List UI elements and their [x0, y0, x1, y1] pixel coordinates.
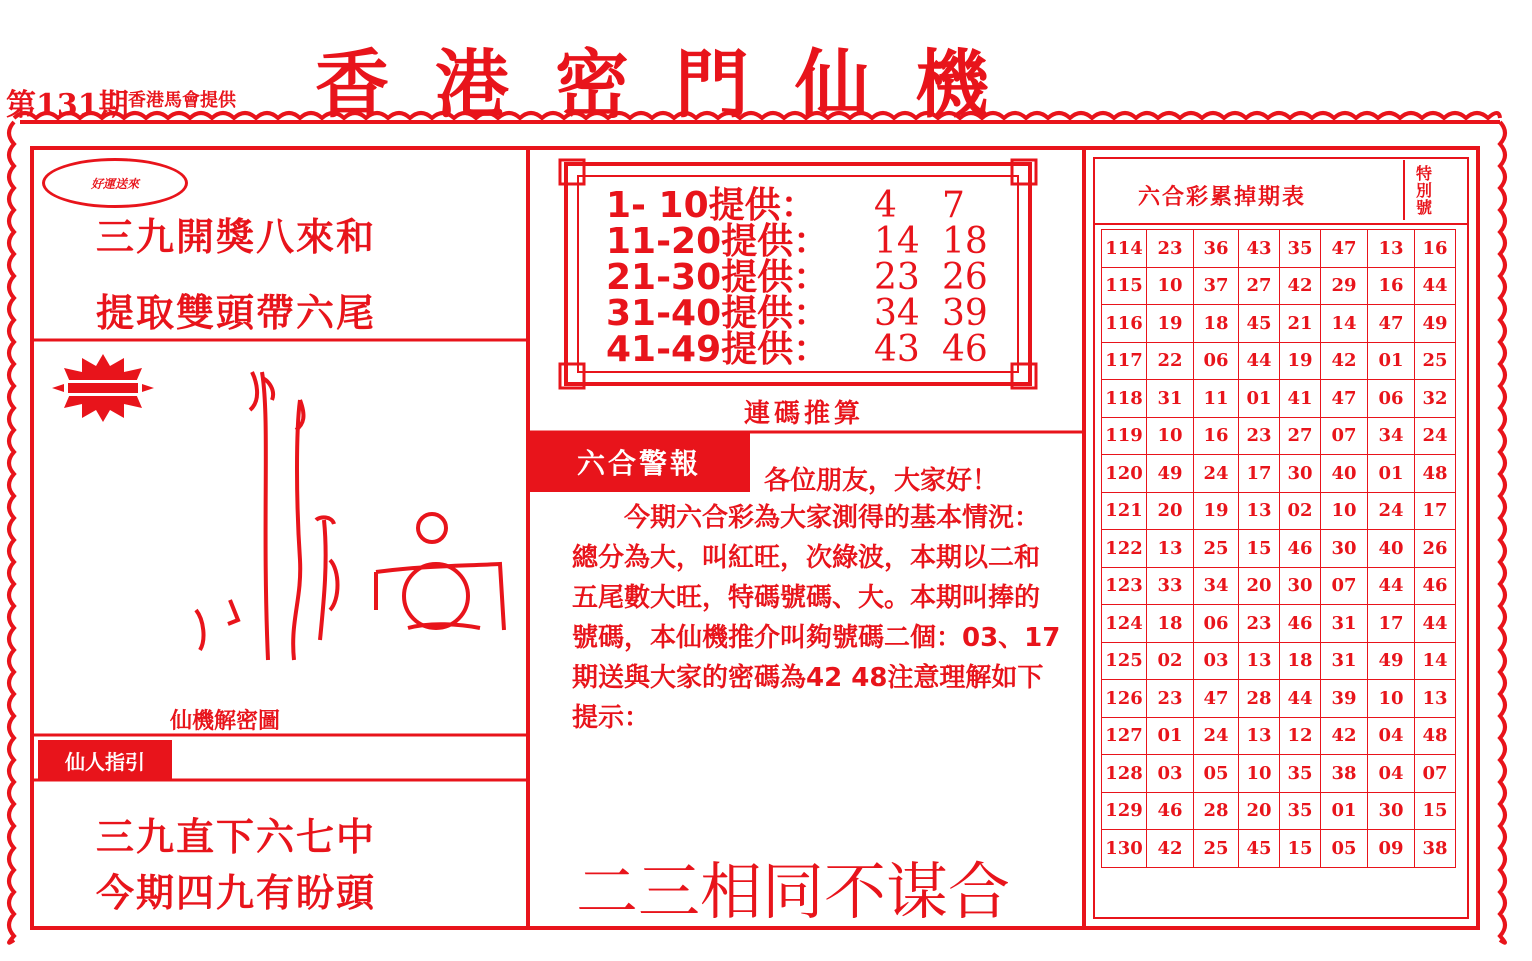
number-cell: 04: [1368, 717, 1415, 755]
period-cell: 124: [1102, 605, 1147, 643]
special-number-cell: 32: [1415, 380, 1456, 418]
number-cell: 10: [1147, 267, 1194, 305]
range-number: 39: [942, 293, 988, 334]
number-cell: 46: [1147, 792, 1194, 830]
message-text: 今期六合彩為大家測得的基本情況：總分為大，叫紅旺，次綠波，本期以二和五尾數大旺，特碼號碼、大。本期叫捧的號碼，本仙機推介叫夠號碼二個：03、17期送與大家的密碼為42 48注意理解如下提示：: [572, 503, 1061, 733]
poem-top-line-2: 提取雙頭帶六尾: [96, 291, 377, 335]
number-cell: 35: [1280, 755, 1321, 793]
number-cell: 28: [1239, 680, 1280, 718]
number-cell: 07: [1321, 567, 1368, 605]
range-label: 21-30提供：: [606, 257, 830, 298]
number-cell: 37: [1194, 267, 1239, 305]
number-cell: 18: [1147, 605, 1194, 643]
table-row: [1102, 267, 1456, 305]
starburst-badge-icon: [48, 352, 158, 424]
page-title: 香港密門仙機: [315, 42, 1035, 128]
period-cell: 117: [1102, 342, 1147, 380]
range-row: [606, 293, 1010, 334]
number-cell: 20: [1239, 567, 1280, 605]
number-cell: 04: [1368, 755, 1415, 793]
number-cell: 45: [1239, 830, 1280, 868]
number-cell: 31: [1321, 642, 1368, 680]
number-cell: 15: [1280, 830, 1321, 868]
number-cell: 23: [1239, 605, 1280, 643]
number-cell: 30: [1280, 455, 1321, 493]
number-cell: 10: [1147, 417, 1194, 455]
range-number: 34: [874, 293, 920, 334]
number-cell: 41: [1280, 380, 1321, 418]
number-cell: 39: [1321, 680, 1368, 718]
range-number: 4: [874, 185, 897, 226]
poem-bottom-line-2: 今期四九有盼頭: [96, 871, 377, 915]
table-row: [1102, 605, 1456, 643]
number-cell: 07: [1321, 417, 1368, 455]
special-number-cell: 44: [1415, 267, 1456, 305]
period-cell: 125: [1102, 642, 1147, 680]
range-number: 23: [874, 257, 920, 298]
range-label: 41-49提供：: [606, 329, 830, 370]
period-cell: 126: [1102, 680, 1147, 718]
range-number: 18: [942, 221, 988, 262]
number-cell: 19: [1194, 492, 1239, 530]
arch: [376, 564, 504, 630]
number-cell: 01: [1239, 380, 1280, 418]
period-cell: 128: [1102, 755, 1147, 793]
range-label: 11-20提供：: [606, 221, 830, 262]
number-cell: 34: [1368, 417, 1415, 455]
stalk-1: [262, 372, 268, 660]
number-cell: 49: [1368, 642, 1415, 680]
number-cell: 01: [1368, 455, 1415, 493]
number-cell: 35: [1280, 230, 1321, 268]
riddle-caption: 仙機解密圖: [170, 709, 281, 734]
period-cell: 116: [1102, 305, 1147, 343]
number-cell: 47: [1368, 305, 1415, 343]
number-cell: 38: [1321, 755, 1368, 793]
warning-tag-text: 六合警報: [576, 447, 701, 480]
range-number: 26: [942, 257, 988, 298]
number-cell: 31: [1147, 380, 1194, 418]
number-cell: 44: [1239, 342, 1280, 380]
number-cell: 23: [1147, 230, 1194, 268]
number-cell: 18: [1194, 305, 1239, 343]
issue-number: 第131期: [6, 88, 129, 123]
special-number-header: 特別號: [1415, 164, 1432, 217]
range-number: 43: [874, 329, 920, 370]
table-row: [1102, 342, 1456, 380]
number-cell: 22: [1147, 342, 1194, 380]
number-cell: 45: [1239, 305, 1280, 343]
table-row: [1102, 380, 1456, 418]
period-cell: 121: [1102, 492, 1147, 530]
number-cell: 03: [1194, 642, 1239, 680]
number-cell: 29: [1321, 267, 1368, 305]
period-cell: 120: [1102, 455, 1147, 493]
number-cell: 15: [1239, 530, 1280, 568]
table-row: [1102, 717, 1456, 755]
number-cell: 49: [1147, 455, 1194, 493]
period-cell: 118: [1102, 380, 1147, 418]
table-row: [1102, 455, 1456, 493]
number-cell: 17: [1239, 455, 1280, 493]
number-cell: 47: [1194, 680, 1239, 718]
special-number-cell: 15: [1415, 792, 1456, 830]
number-cell: 05: [1194, 755, 1239, 793]
period-cell: 129: [1102, 792, 1147, 830]
number-cell: 27: [1239, 267, 1280, 305]
number-cell: 23: [1239, 417, 1280, 455]
table-row: [1102, 492, 1456, 530]
number-cell: 13: [1239, 717, 1280, 755]
number-cell: 47: [1321, 230, 1368, 268]
number-cell: 24: [1368, 492, 1415, 530]
number-cell: 34: [1194, 567, 1239, 605]
range-number: 46: [942, 329, 988, 370]
number-cell: 28: [1194, 792, 1239, 830]
table-row: [1102, 792, 1456, 830]
range-row: [606, 185, 1010, 226]
number-cell: 06: [1194, 342, 1239, 380]
period-cell: 123: [1102, 567, 1147, 605]
number-cell: 42: [1147, 830, 1194, 868]
number-cell: 12: [1280, 717, 1321, 755]
table-row: [1102, 680, 1456, 718]
number-cell: 27: [1280, 417, 1321, 455]
number-cell: 13: [1368, 230, 1415, 268]
number-cell: 01: [1321, 792, 1368, 830]
number-cell: 09: [1368, 830, 1415, 868]
number-cell: 05: [1321, 830, 1368, 868]
number-cell: 02: [1147, 642, 1194, 680]
number-cell: 02: [1280, 492, 1321, 530]
number-cell: 25: [1194, 530, 1239, 568]
table-row: [1102, 417, 1456, 455]
results-table-title: 六合彩累掉期表: [1138, 185, 1307, 210]
figure-1: [316, 517, 334, 640]
number-cell: 16: [1194, 417, 1239, 455]
period-cell: 114: [1102, 230, 1147, 268]
number-cell: 01: [1368, 342, 1415, 380]
poem-top-line-1: 三九開獎八來和: [96, 215, 377, 259]
number-cell: 46: [1280, 530, 1321, 568]
number-cell: 24: [1194, 717, 1239, 755]
number-cell: 42: [1321, 717, 1368, 755]
special-number-cell: 14: [1415, 642, 1456, 680]
table-row: [1102, 642, 1456, 680]
table-row: [1102, 755, 1456, 793]
special-number-cell: 49: [1415, 305, 1456, 343]
guide-tag-text: 仙人指引: [65, 749, 145, 774]
special-number-cell: 16: [1415, 230, 1456, 268]
number-cell: 17: [1368, 605, 1415, 643]
special-number-cell: 17: [1415, 492, 1456, 530]
number-cell: 36: [1194, 230, 1239, 268]
special-number-cell: 48: [1415, 455, 1456, 493]
range-number: 14: [874, 221, 920, 262]
special-number-cell: 44: [1415, 605, 1456, 643]
number-cell: 20: [1239, 792, 1280, 830]
provider-label: 香港馬會提供: [128, 90, 236, 111]
number-cell: 06: [1368, 380, 1415, 418]
hint-phrase: 二三相同不谋合: [576, 855, 1011, 928]
special-number-cell: 24: [1415, 417, 1456, 455]
table-row: [1102, 567, 1456, 605]
range-label: 31-40提供：: [606, 293, 830, 334]
snowman-body: [404, 564, 468, 628]
number-cell: 16: [1368, 267, 1415, 305]
number-ranges: [606, 185, 1010, 370]
snowman-head: [418, 514, 446, 542]
number-cell: 42: [1280, 267, 1321, 305]
number-cell: 13: [1239, 642, 1280, 680]
number-cell: 21: [1280, 305, 1321, 343]
scalloped-border-right: [1500, 122, 1505, 943]
number-cell: 30: [1368, 792, 1415, 830]
special-number-cell: 25: [1415, 342, 1456, 380]
number-cell: 43: [1239, 230, 1280, 268]
special-number-cell: 13: [1415, 680, 1456, 718]
number-cell: 44: [1280, 680, 1321, 718]
number-cell: 40: [1368, 530, 1415, 568]
special-number-cell: 48: [1415, 717, 1456, 755]
poem-bottom-line-1: 三九直下六七中: [96, 815, 377, 859]
special-number-cell: 26: [1415, 530, 1456, 568]
period-cell: 122: [1102, 530, 1147, 568]
lucky-badge: [42, 158, 188, 208]
number-cell: 03: [1147, 755, 1194, 793]
lucky-badge-text: 好運送來: [90, 176, 139, 191]
number-cell: 19: [1280, 342, 1321, 380]
number-cell: 11: [1194, 380, 1239, 418]
range-label: 1- 10提供：: [606, 185, 817, 226]
riddle-drawing: [196, 372, 504, 660]
number-cell: 13: [1147, 530, 1194, 568]
stalk-2: [293, 400, 300, 660]
number-cell: 42: [1321, 342, 1368, 380]
guide-tag: [38, 740, 172, 780]
number-cell: 40: [1321, 455, 1368, 493]
period-cell: 115: [1102, 267, 1147, 305]
ranges-caption: 連碼推算: [744, 399, 865, 429]
number-cell: 10: [1368, 680, 1415, 718]
number-cell: 47: [1321, 380, 1368, 418]
period-cell: 119: [1102, 417, 1147, 455]
table-row: [1102, 230, 1456, 268]
number-cell: 14: [1321, 305, 1368, 343]
number-cell: 24: [1194, 455, 1239, 493]
results-table: [1101, 229, 1456, 868]
number-cell: 10: [1239, 755, 1280, 793]
table-row: [1102, 305, 1456, 343]
number-cell: 06: [1194, 605, 1239, 643]
table-row: [1102, 530, 1456, 568]
number-cell: 23: [1147, 680, 1194, 718]
number-cell: 10: [1321, 492, 1368, 530]
warning-tag: [528, 432, 750, 492]
period-cell: 130: [1102, 830, 1147, 868]
number-cell: 18: [1280, 642, 1321, 680]
number-cell: 30: [1280, 567, 1321, 605]
number-cell: 30: [1321, 530, 1368, 568]
range-row: [606, 329, 1010, 370]
range-row: [606, 257, 1010, 298]
range-number: 7: [942, 185, 965, 226]
special-number-cell: 46: [1415, 567, 1456, 605]
number-cell: 13: [1239, 492, 1280, 530]
number-cell: 19: [1147, 305, 1194, 343]
number-cell: 01: [1147, 717, 1194, 755]
period-cell: 127: [1102, 717, 1147, 755]
special-number-cell: 07: [1415, 755, 1456, 793]
range-row: [606, 221, 1010, 262]
number-cell: 35: [1280, 792, 1321, 830]
greeting-text: 各位朋友，大家好！: [764, 466, 999, 496]
number-cell: 44: [1368, 567, 1415, 605]
number-cell: 20: [1147, 492, 1194, 530]
number-cell: 25: [1194, 830, 1239, 868]
bird-marks: [196, 600, 238, 650]
scalloped-border-left: [9, 122, 14, 943]
number-cell: 33: [1147, 567, 1194, 605]
table-row: [1102, 830, 1456, 868]
number-cell: 31: [1321, 605, 1368, 643]
number-cell: 46: [1280, 605, 1321, 643]
special-number-cell: 38: [1415, 830, 1456, 868]
